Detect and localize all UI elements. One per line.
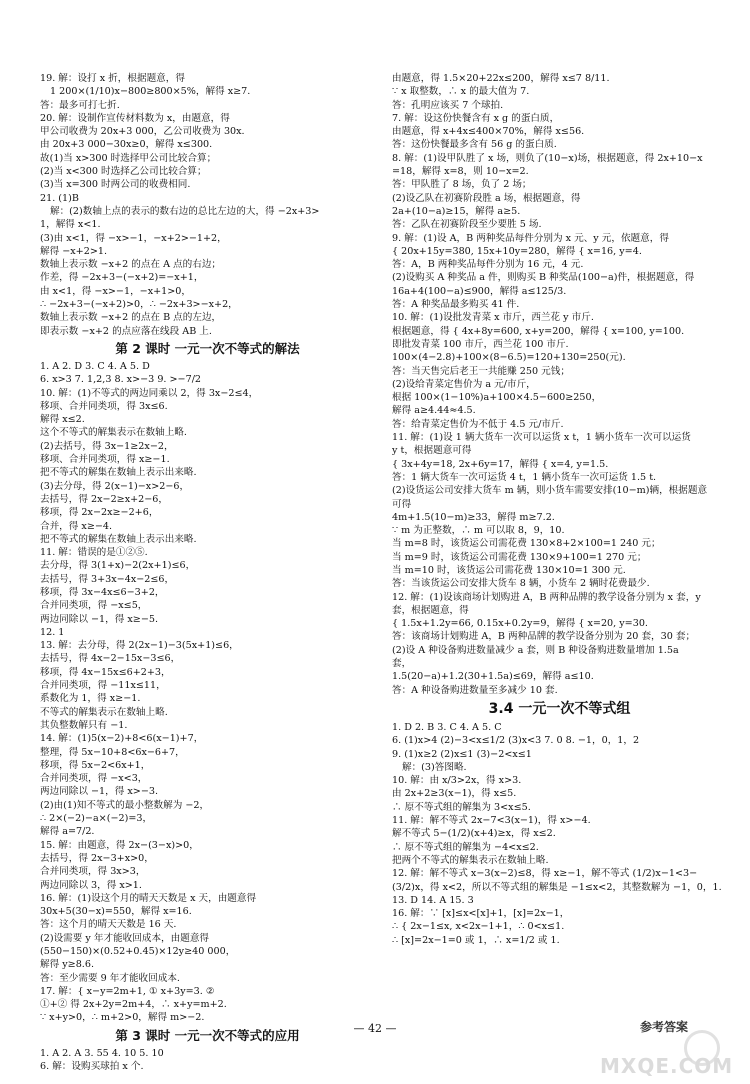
answer-line: 9. 解：(1)设 A，B 两种奖品每件分别为 x 元、y 元，依题意，得 xyxy=(392,232,669,244)
answer-line: 1. D 2. B 3. C 4. A 5. C xyxy=(392,721,502,733)
answer-line: 不等式的解集表示在数轴上略. xyxy=(40,706,168,718)
answer-line: 16a+4(100−a)≤900，解得 a≤125/3. xyxy=(392,285,567,297)
answer-line: 6. x>3 7. 1,2,3 8. x>−3 9. >−7/2 xyxy=(40,374,202,386)
answer-line: 合并，得 x≥−4. xyxy=(40,520,113,532)
answer-line: (3)由 x<1，得 −x>−1，−x+2>−1+2， xyxy=(40,232,227,244)
answer-line: (3)去分母，得 2(x−1)−x>2−6， xyxy=(40,480,190,492)
answer-line: 去分母，得 3(1+x)−2(2x+1)≤6， xyxy=(40,560,196,572)
answer-line: 当 m=10 时，该货运公司需花费 130×10=1 300 元. xyxy=(392,564,626,576)
answer-line: (2)设 A 种设备购进数量减少 a 套，则 B 种设备购进数量增加 1.5a xyxy=(392,644,679,656)
answer-line: 1. A 2. A 3. 55 4. 10 5. 10 xyxy=(40,1047,164,1059)
answer-line: 16. 解：(1)设这个月的晴天天数是 x 天，由题意得 xyxy=(40,892,257,904)
answer-line: 套，根据题意，得 xyxy=(392,604,469,616)
answer-line: ∴ 2×(−2)−a×(−2)=3， xyxy=(40,813,153,825)
answer-line: 移项，得 2x−2x≥−2+6， xyxy=(40,507,159,519)
answer-line: 10. 解：(1)设批发青菜 x 市斤，西兰花 y 市斤. xyxy=(392,312,594,324)
answer-line: 30x+5(30−x)=550，解得 x=16. xyxy=(40,906,192,918)
answer-line: 根据题意，得 { 4x+8y=600, x+y=200，解得 { x=100, y=100. xyxy=(392,325,685,337)
answer-line: 解得 −x+2>1. xyxy=(40,245,108,257)
answer-line: 移项，得 5x−2<6x+1， xyxy=(40,759,151,771)
answer-line: 套， xyxy=(392,658,412,670)
answer-line: ①+② 得 2x+2y=2m+4，∴ x+y=m+2. xyxy=(40,999,227,1011)
answer-line: 答：这个月的晴天天数是 16 天. xyxy=(40,919,177,931)
answer-line: 10. 解：(1)不等式的两边同乘以 2，得 3x−2≤4， xyxy=(40,387,259,399)
answer-line: 17. 解：{ x−y=2m+1, ① x+3y=3. ② xyxy=(40,985,215,997)
answer-line: 100×(4−2.8)+100×(8−6.5)=120+130=250(元). xyxy=(392,352,626,364)
answer-line: 答：最多可打七折. xyxy=(40,99,120,111)
answer-line: 答：这份快餐最多含有 56 g 的蛋白质. xyxy=(392,139,557,151)
answer-line: 1，解得 x<1. xyxy=(40,219,101,231)
answer-line: 移项、合并同类项，得 x≥−1. xyxy=(40,454,170,466)
answer-line: 故(1)当 x>300 时选择甲公司比较合算； xyxy=(40,152,217,164)
answer-line: (550−150)×(0.52+0.45)×12y≥40 000， xyxy=(40,946,236,957)
answer-line: 即表示数 −x+2 的点应落在线段 AB 上. xyxy=(40,325,212,337)
section-heading: 第 2 课时 一元一次不等式的解法 xyxy=(115,340,300,356)
answer-line: 15. 解：由题意，得 2x−(3−x)>0， xyxy=(40,839,199,851)
answer-line: 即批发青菜 100 市斤，西兰花 100 市斤. xyxy=(392,338,569,350)
answer-line: 合并同类项，得 −x<3， xyxy=(40,773,148,785)
answer-line: 答：乙队在初赛阶段至少要胜 5 场. xyxy=(392,219,542,231)
answer-line: ∴ 原不等式组的解集为 3<x≤5. xyxy=(392,801,531,813)
answer-line: 合并同类项，得 −11x≤11， xyxy=(40,680,166,692)
answer-line: (3/2)x，得 x<2，所以不等式组的解集是 −1≤x<2，其整数解为 −1，0，1. xyxy=(392,881,722,893)
answer-line: 当 m=9 时，该货运公司需花费 130×9+100=1 270 元； xyxy=(392,551,647,563)
answer-line: 11. 解：(1)设 1 辆大货车一次可以运货 x t，1 辆小货车一次可以运货 xyxy=(392,432,691,444)
answer-line: 数轴上表示数 −x+2 的点在 B 点的左边， xyxy=(40,312,222,324)
answer-line: 9. (1)x≥2 (2)x≤1 (3)−2<x≤1 xyxy=(392,748,532,760)
answer-line: 答：当该货运公司安排大货车 8 辆，小货车 2 辆时花费最少. xyxy=(392,578,650,590)
answer-line: ∴ −2x+3−(−x+2)>0，∴ −2x+3>−x+2， xyxy=(40,299,238,311)
answer-line: 12. 解：解不等式 x−3(x−2)≤8，得 x≥−1，解不等式 (1/2)x−1<3− xyxy=(392,868,698,880)
answer-line: 去括号，得 3+3x−4x−2≤6， xyxy=(40,573,175,585)
answer-line: ∴ { 2x−1≤x, x<2x−1+1，∴ 0<x≤1. xyxy=(392,921,565,933)
answer-line: 由 20x+3 000−30x≥0，解得 x≤300. xyxy=(40,139,213,151)
answer-line: 解得 a=7/2. xyxy=(40,826,95,838)
answer-line: (2)设购买 A 种奖品 a 件，则购买 B 种奖品(100−a)件，根据题意，得 xyxy=(392,272,695,284)
answer-line: 1.5(20−a)+1.2(30+1.5a)≤69，解得 a≤10. xyxy=(392,671,594,683)
page-number: — 42 — xyxy=(353,1022,397,1035)
answer-line: 系数化为 1，得 x≥−1. xyxy=(40,693,141,705)
answer-line: 其负整数解只有 −1. xyxy=(40,719,128,731)
answer-line: 当 m=8 时，该货运公司需花费 130×8+2×100=1 240 元； xyxy=(392,538,661,550)
answer-line: 12. 1 xyxy=(40,626,65,638)
answer-line: 11. 解：错误的是①②⑤. xyxy=(40,547,148,559)
answer-line: 答：A 种设备购进数量至多减少 10 套. xyxy=(392,684,558,696)
answer-line: 8. 解：(1)设甲队胜了 x 场，则负了(10−x)场，根据题意，得 2x+10−x xyxy=(392,152,703,164)
section-heading: 第 3 课时 一元一次不等式的应用 xyxy=(115,1027,300,1043)
answer-line: 14. 解：(1)5(x−2)+8<6(x−1)+7， xyxy=(40,733,204,745)
answer-line: ∵ m 为正整数，∴ m 可以取 8，9，10. xyxy=(392,525,565,537)
answer-line: 答：甲队胜了 8 场，负了 2 场； xyxy=(392,179,532,191)
answer-line: 由 x<1，得 −x>−1，−x+1>0， xyxy=(40,285,191,297)
answer-line: 把不等式的解集在数轴上表示出来略. xyxy=(40,467,197,479)
answer-line: 1 200×(1/10)x−800≥800×5%，解得 x≥7. xyxy=(50,86,251,98)
answer-line: 13. 解：去分母，得 2(2x−1)−3(5x+1)≤6， xyxy=(40,640,239,652)
answer-column-right xyxy=(392,72,727,947)
answer-line: y t，根据题意可得 xyxy=(392,445,472,457)
answer-line: 由题意，得 1.5×20+22x≤200，解得 x≤7 8/11. xyxy=(392,73,610,84)
answer-line: (3)当 x=300 时两公司的收费相同. xyxy=(40,179,191,191)
answer-line: 移项、合并同类项，得 3x≤6. xyxy=(40,400,168,412)
answer-line: 解：(2)数轴上点的表示的数右边的总比左边的大，得 −2x+3> xyxy=(50,205,320,217)
answer-line: (2)设给青菜定售价为 a 元/市斤， xyxy=(392,378,536,390)
answer-line: 解得 x≤2. xyxy=(40,414,85,426)
answer-line: 12. 解：(1)设该商场计划购进 A，B 两种品牌的教学设备分别为 x 套，y xyxy=(392,591,701,603)
answer-line: ∴ [x]=2x−1=0 或 1，∴ x=1/2 或 1. xyxy=(392,934,560,946)
answer-line: 20. 解：设制作宣传材料数为 x，由题意，得 xyxy=(40,112,230,124)
answer-line: (2)设货运公司安排大货车 m 辆，则小货车需要安排(10−m)辆，根据题意 xyxy=(392,485,708,497)
answer-line: { 3x+4y=18, 2x+6y=17，解得 { x=4, y=1.5. xyxy=(392,458,609,470)
answer-line: 答：1 辆大货车一次可运货 4 t，1 辆小货车一次可运货 1.5 t. xyxy=(392,471,657,483)
answer-line: 把两个不等式的解集表示在数轴上略. xyxy=(392,854,549,866)
answer-line: ∵ x 取整数，∴ x 的最大值为 7. xyxy=(392,86,530,98)
answer-line: 答：孔明应该买 7 个球拍. xyxy=(392,99,504,111)
answer-line: 可得 xyxy=(392,498,412,510)
answer-line: 解：(3)答图略. xyxy=(402,761,467,773)
answer-line: 19. 解：设打 x 折，根据题意，得 xyxy=(40,73,185,84)
answer-line: 21. (1)B xyxy=(40,192,79,204)
answer-line: 答：A 种奖品最多购买 41 件. xyxy=(392,299,520,311)
answer-line: 答：当天售完后老王一共能赚 250 元钱； xyxy=(392,365,570,377)
section-label: 参考答案 xyxy=(640,1020,689,1034)
answer-line: 由题意，得 x+4x≤400×70%，解得 x≤56. xyxy=(392,126,585,138)
answer-line: 移项，得 3x−4x≤6−3+2， xyxy=(40,586,165,598)
answer-line: 去括号，得 2x−2≥x+2−6， xyxy=(40,493,169,505)
answer-line: 2a+(10−a)≥15，解得 a≥5. xyxy=(392,205,521,217)
answer-line: 13. D 14. A 15. 3 xyxy=(392,894,474,906)
answer-line: 答：至少需要 9 年才能收回成本. xyxy=(40,972,180,984)
answer-line: { 1.5x+1.2y=66, 0.15x+0.2y=9，解得 { x=20, y=30. xyxy=(392,618,648,630)
answer-line: (2)由(1)知不等式的最小整数解为 −2， xyxy=(40,799,210,811)
answer-line: 解不等式 5−(1/2)(x+4)≥x，得 x≤2. xyxy=(392,828,556,840)
answer-line: 答：该商场计划购进 A，B 两种品牌的教学设备分别为 20 套，30 套； xyxy=(392,631,696,643)
answer-line: (2)设乙队在初赛阶段胜 a 场，根据题意，得 xyxy=(392,192,581,204)
answer-line: 10. 解：由 x/3>2x，得 x>3. xyxy=(392,775,522,787)
answer-line: ∵ x+y>0，∴ m+2>0，解得 m>−2. xyxy=(40,1012,205,1024)
answer-line: 11. 解：解不等式 2x−7<3(x−1)，得 x>−4. xyxy=(392,815,591,827)
answer-line: 7. 解：设这份快餐含有 x g 的蛋白质， xyxy=(392,112,560,124)
answer-line: 16. 解：∵ [x]≤x<[x]+1，[x]=2x−1， xyxy=(392,908,570,920)
answer-line: 整理，得 5x−10+8<6x−6+7， xyxy=(40,746,185,758)
answer-line: 解得 y≥8.6. xyxy=(40,959,95,971)
answer-line: 4m+1.5(10−m)≥33，解得 m≥7.2. xyxy=(392,511,555,523)
answer-line: =18，解得 x=8，则 10−x=2. xyxy=(392,166,529,178)
answer-line: 这个不等式的解集表示在数轴上略. xyxy=(40,427,187,439)
answer-line: 数轴上表示数 −x+2 的点在 A 点的右边； xyxy=(40,259,222,271)
answer-line: 由 2x+2≥3(x−1)，得 x≤5. xyxy=(392,788,517,800)
answer-line: 去括号，得 4x−2−15x−3≤6， xyxy=(40,653,181,665)
answer-line: 合并同类项，得 3x>3， xyxy=(40,866,146,878)
answer-line: 两边同除以 −1，得 x>−3. xyxy=(40,786,159,798)
answer-line: 答：给青菜定售价为不低于 4.5 元/市斤. xyxy=(392,418,564,430)
answer-line: 6. (1)x>4 (2)−3<x≤1/2 (3)x<3 7. 0 8. −1，0，1，2 xyxy=(392,735,640,747)
answer-line: ∴ 原不等式组的解集为 −4<x≤2. xyxy=(392,841,539,853)
answer-column-left xyxy=(40,72,375,1073)
answer-line: 6. 解：设购买球拍 x 个. xyxy=(40,1061,144,1073)
answer-line: 作差，得 −2x+3−(−x+2)=−x+1， xyxy=(40,272,204,284)
answer-line: 甲公司收费为 20x+3 000，乙公司收费为 30x. xyxy=(40,126,245,138)
answer-line: 合并同类项，得 −x≤5， xyxy=(40,600,148,612)
answer-line: 1. A 2. D 3. C 4. A 5. D xyxy=(40,360,150,372)
answer-line: 去括号，得 2x−3+x>0， xyxy=(40,852,154,864)
watermark-logo xyxy=(600,1030,740,1078)
answer-line: 答：A，B 两种奖品每件分别为 16 元，4 元. xyxy=(392,259,584,271)
answer-line: (2)当 x<300 时选择乙公司比较合算； xyxy=(40,166,207,178)
answer-line: 解得 a≥4.44≈4.5. xyxy=(392,405,476,417)
answer-line: 根据 100×(1−10%)a+100×4.5−600≥250， xyxy=(392,392,602,404)
answer-line: 把不等式的解集在数轴上表示出来略. xyxy=(40,533,197,545)
answer-line: (2)设需要 y 年才能收回成本，由题意得 xyxy=(40,932,210,944)
section-heading: 3.4 一元一次不等式组 xyxy=(488,700,631,717)
answer-line: (2)去括号，得 3x−1≥2x−2， xyxy=(40,440,174,452)
answer-line: 两边同除以 3，得 x>1. xyxy=(40,879,142,891)
answer-line: 移项，得 4x−15x≤6+2+3， xyxy=(40,666,171,678)
watermark-text: MXQE.COM xyxy=(600,1054,734,1078)
answer-line: { 20x+15y=380, 15x+10y=280，解得 { x=16, y=4. xyxy=(392,245,642,257)
answer-line: 两边同除以 −1，得 x≥−5. xyxy=(40,613,159,625)
